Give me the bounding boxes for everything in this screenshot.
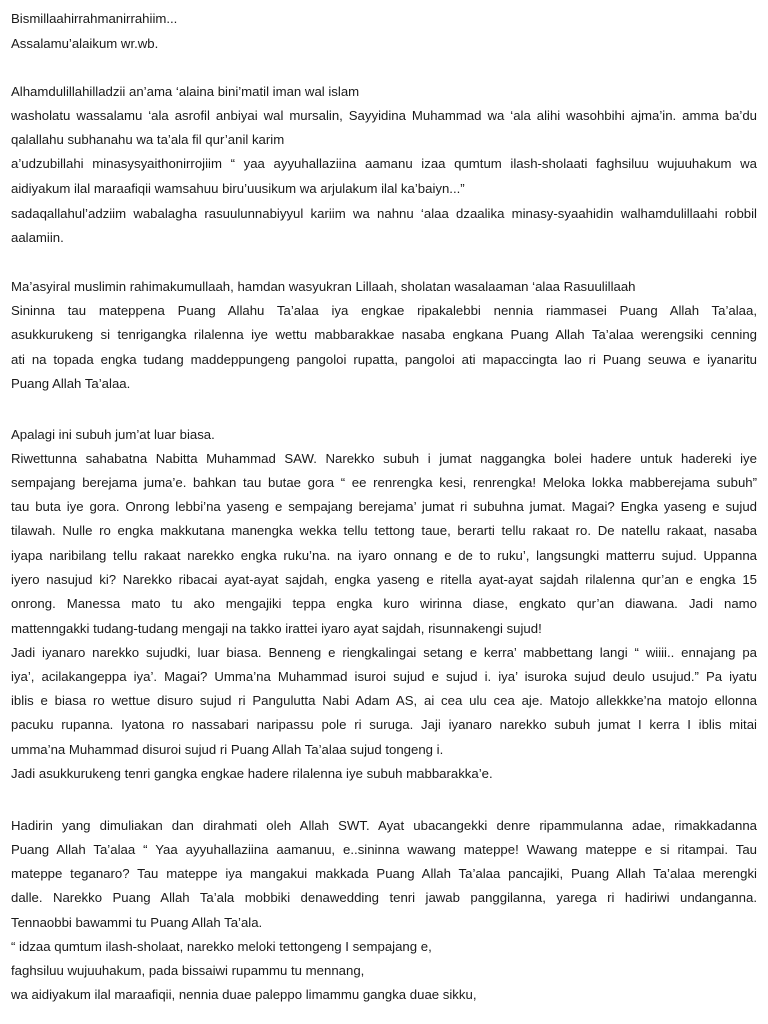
text-line: Puang Allah Ta’alaa.	[11, 376, 131, 391]
text-line: Riwettunna sahabatna Nabitta Muhammad SAW. Narekko subuh i jumat naggangka bolei hadere untuk hadereki iye	[11, 451, 757, 466]
text-line: onrong. Manessa mato tu ako mengajiki teppa engka kuro wirinna diase, engkato qur’an diawana. Jadi namo	[11, 596, 757, 611]
text-line: iyapa naribilang tellu rakaat narekko engka ruku’na. na iyaro onnang e de to ruku’, langsungki matterru sujud. Uppanna	[11, 548, 757, 563]
text-line: faghsiluu wujuuhakum, pada bissaiwi rupammu tu mennang,	[11, 963, 365, 978]
text-line: Bismillaahirrahmanirrahiim...	[11, 11, 178, 26]
text-line: Jadi asukkurukeng tenri gangka engkae hadere rilalenna iye subuh mabbarakka’e.	[11, 766, 493, 781]
text-line: wa aidiyakum ilal maraafiqii, nennia duae paleppo limammu gangka duae sikku,	[11, 987, 477, 1002]
text-line: a’udzubillahi minasysyaithonirrojiim “ yaa ayyuhallaziina aamanu izaa qumtum ilash-sholaati faghsiluu wujuuhakum wa	[11, 156, 757, 171]
text-line: aidiyakum ilal maraafiqii wamsahuu biru’uusikum wa arjulakum ilal ka’baiyn...”	[11, 181, 465, 196]
text-line: sempajang berejama juma’e. bahkan tau butae gora “ ee renrengka kesi, renrengka! Meloka lokka mabberejama subuh”	[11, 475, 757, 490]
text-line: Puang Allah Ta’alaa “ Yaa ayyuhallaziina aamanuu, e..sininna wawang mateppe! Wawang mateppe e si ritampai. Tau	[11, 842, 757, 857]
text-line: Ma’asyiral muslimin rahimakumullaah, hamdan wasyukran Lillaah, sholatan wasalaaman ‘alaa Rasuulillaah	[11, 279, 636, 294]
text-line: Alhamdulillahilladzii an’ama ‘alaina bini’matil iman wal islam	[11, 84, 360, 99]
text-line: tilawah. Nulle ro engka makkutana manengka wekka tellu tettong taue, berarti tellu rakaat ro. De natellu rakaat, nasaba	[11, 523, 757, 538]
text-line: mattenngakki tudang-tudang mengaji na takko irattei iyaro ayat sajdah, risunnakengi sujud!	[11, 621, 542, 636]
text-line: tau buta iye gora. Onrong lebbi’na yaseng e sempajang berejama’ jumat ri subuhna jumat. Magai? Engka yaseng e sujud	[11, 499, 757, 514]
text-line: mateppe teganaro? Tau mateppe iya mangakui makkada Puang Allah Ta’alaa pancajiki, Puang Allah Ta’alaa merengki	[11, 866, 757, 881]
text-line: iya’, acilakangeppa iya’. Magai? Umma’na Muhammad isuroi sujud e sujud i. iya’ isuroka sujud deulo usujud.” Pa iyatu	[11, 669, 757, 684]
text-line: iyero nasujud ki? Narekko ribacai ayat-ayat sajdah, engka yaseng e ritella ayat-ayat sajdah rilalenna qur’an e engka 15	[11, 572, 757, 587]
text-line: umma’na Muhammad disuroi sujud ri Puang Allah Ta’alaa sujud tongeng i.	[11, 742, 444, 757]
text-line: sadaqallahul’adziim wabalagha rasuulunnabiyyul kariim wa nahnu ‘alaa dzaalika minasy-syaahidin walhamdulillaahi robbil	[11, 206, 757, 221]
text-line: aalamiin.	[11, 230, 64, 245]
text-line: Hadirin yang dimuliakan dan dirahmati oleh Allah SWT. Ayat ubacangekki denre ripammulanna adae, rimakkadanna	[11, 818, 757, 833]
text-line: Jadi iyanaro narekko sujudki, luar biasa. Benneng e riengkalingai setang e kerra’ mabbettang langi “ wiiii.. ennajang pa	[11, 645, 757, 660]
text-line: asukkurukeng si tenrigangka rilalenna iye wettu mabbarakkae nasaba engkana Puang Allah Ta’alaa werengsiki cenning	[11, 327, 757, 342]
text-line: Assalamu’alaikum wr.wb.	[11, 36, 159, 51]
text-line: “ idzaa qumtum ilash-sholaat, narekko meloki tettongeng I sempajang e,	[11, 939, 432, 954]
text-line: iblis e biasa ro wettue disuro sujud ri Pangulutta Nabi Adam AS, ai cea ulu cea aje. Matojo allekkke’na matojo ellonna	[11, 693, 757, 708]
text-line: ati na topada engka tudang maddeppungeng pangoloi rupatta, pangoloi ati mapaccingta lao ri Puang seuwa e iyanaritu	[11, 352, 757, 367]
text-line: dalle. Narekko Puang Allah Ta’ala mobbiki denawedding tenri jawab panggilanna, yarega ri hadiriwi undanganna.	[11, 890, 757, 905]
text-line: washolatu wassalamu ‘ala asrofil anbiyai wal mursalin, Sayyidina Muhammad wa ‘ala alihi wasohbihi ajma’in. amma ba’du	[11, 108, 757, 123]
text-line: qalallahu subhanahu wa ta’ala fil qur’anil karim	[11, 132, 285, 147]
text-line: Sininna tau mateppena Puang Allahu Ta’alaa iya engkae ripakalebbi nennia riammasei Puang Allah Ta’alaa,	[11, 303, 757, 318]
text-line: Apalagi ini subuh jum’at luar biasa.	[11, 427, 215, 442]
text-line: Tennaobbi bawammi tu Puang Allah Ta’ala.	[11, 915, 263, 930]
text-line: pacuku rupanna. Iyatona ro nassabari naripassu pole ri suruga. Jaji iyanaro narekko subuh jumat I kerra I iblis mitai	[11, 717, 757, 732]
